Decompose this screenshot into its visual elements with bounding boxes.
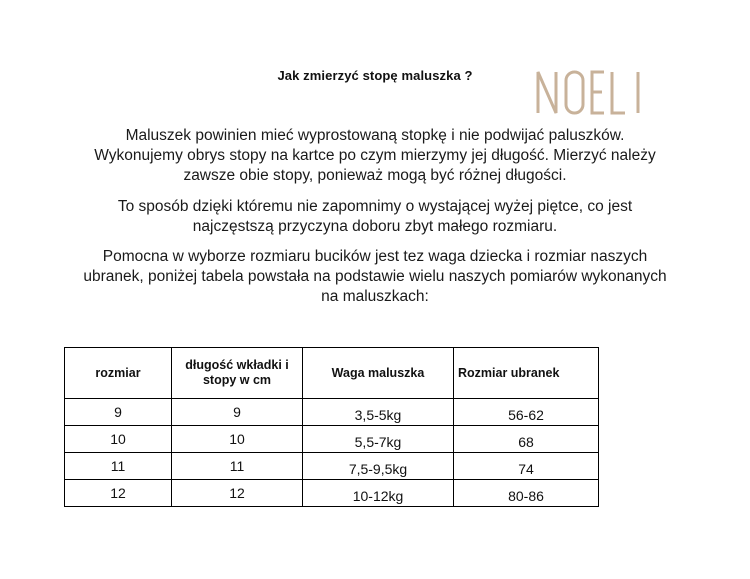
paragraph-line: ubranek, poniżej tabela powstała na podstawie wielu naszych pomiarów wykonanych [83, 268, 667, 285]
cell-clothing [454, 453, 599, 480]
cell-clothing [454, 480, 599, 507]
table-row [65, 480, 599, 507]
cell-clothing-value: 74 [518, 461, 534, 477]
table-row [65, 399, 599, 426]
measure-instructions-paragraph [60, 126, 690, 186]
paragraph-line: To sposób dzięki któremu nie zapomnimy o wystającej wyżej piętce, co jest [117, 198, 633, 215]
noeli-logo [534, 66, 650, 116]
cell-insole-length: 12 [172, 480, 303, 507]
paragraph-line: zawsze obie stopy, ponieważ mogą być różnej długości. [183, 167, 567, 184]
cell-clothing-value: 56-62 [508, 407, 544, 423]
cell-weight [303, 480, 454, 507]
noeli-logo-icon [534, 66, 650, 116]
paragraph-line: najczęstszą przyczyna doboru zbyt małego rozmiaru. [192, 218, 558, 235]
cell-weight [303, 399, 454, 426]
cell-weight [303, 453, 454, 480]
size-table [64, 347, 599, 507]
cell-weight-value: 5,5-7kg [354, 434, 402, 450]
header-size: rozmiar [65, 348, 172, 399]
header-insole-length: długość wkładki i stopy w cm [172, 348, 303, 399]
cell-size: 12 [65, 480, 172, 507]
paragraph-line: na maluszkach: [321, 288, 429, 305]
cell-clothing-value: 80-86 [508, 488, 544, 504]
cell-clothing [454, 426, 599, 453]
cell-insole-length: 11 [172, 453, 303, 480]
cell-weight-value: 3,5-5kg [354, 407, 402, 423]
cell-weight [303, 426, 454, 453]
cell-weight-value: 10-12kg [352, 488, 404, 504]
header-clothing-size: Rozmiar ubranek [454, 348, 599, 399]
cell-insole-length: 9 [172, 399, 303, 426]
cell-size: 10 [65, 426, 172, 453]
cell-clothing [454, 399, 599, 426]
header-baby-weight: Waga maluszka [303, 348, 454, 399]
paragraph-line: Maluszek powinien mieć wyprostowaną stopkę i nie podwijać paluszków. [125, 127, 625, 144]
table-header-row [65, 348, 599, 399]
table-row [65, 426, 599, 453]
paragraph-line: Wykonujemy obrys stopy na kartce po czym mierzymy jej długość. Mierzyć należy [94, 147, 656, 164]
cell-size: 11 [65, 453, 172, 480]
size-helper-paragraph [60, 247, 690, 307]
cell-weight-value: 7,5-9,5kg [348, 461, 408, 477]
table-row [65, 453, 599, 480]
page-title: Jak zmierzyć stopę maluszka ? [277, 68, 473, 83]
heel-note-paragraph [60, 197, 690, 237]
cell-size: 9 [65, 399, 172, 426]
paragraph-line: Pomocna w wyborze rozmiaru bucików jest tez waga dziecka i rozmiar naszych [102, 248, 648, 265]
cell-clothing-value: 68 [518, 434, 534, 450]
cell-insole-length: 10 [172, 426, 303, 453]
